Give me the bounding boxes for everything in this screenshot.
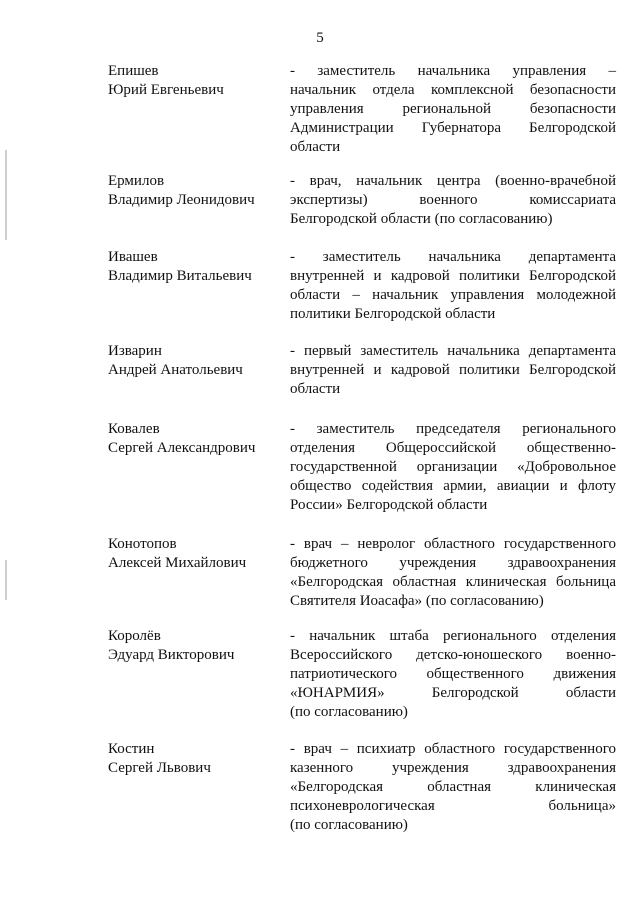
role-line: политики Белгородской области (290, 306, 496, 322)
member-role (290, 342, 616, 399)
page-number: 5 (316, 30, 324, 46)
role-line: бюджетного учреждения здравоохранения (290, 555, 616, 571)
member-given-name: Владимир Витальевич (108, 268, 252, 284)
role-line: - врач – невролог областного государственного (290, 536, 616, 552)
scan-edge-mark (5, 150, 7, 240)
role-line: Администрации Губернатора Белгородской (290, 120, 616, 136)
role-line: области (290, 139, 341, 155)
role-line: Белгородской области (по согласованию) (290, 211, 553, 227)
role-line: - начальник штаба регионального отделения (290, 628, 616, 644)
role-line: управления региональной безопасности (290, 101, 616, 117)
member-role (290, 627, 616, 722)
role-line: психоневрологическая больница» (290, 798, 616, 814)
member-given-name: Юрий Евгеньевич (108, 82, 224, 98)
member-name (108, 740, 283, 778)
member-given-name: Владимир Леонидович (108, 192, 255, 208)
member-surname: Костин (108, 741, 155, 757)
member-surname: Ивашев (108, 249, 158, 265)
role-line: казенного учреждения здравоохранения (290, 760, 616, 776)
role-line: патриотического общественного движения (290, 666, 616, 682)
role-line: - врач – психиатр областного государственного (290, 741, 616, 757)
member-given-name: Алексей Михайлович (108, 555, 247, 571)
member-name (108, 172, 283, 210)
role-line: «Белгородская областная клиническая больница (290, 574, 616, 590)
member-role (290, 740, 616, 835)
role-line: - заместитель начальника департамента (290, 249, 616, 265)
role-line: «ЮНАРМИЯ» Белгородской области (290, 685, 616, 701)
role-line: отделения Общероссийской общественно- (290, 440, 616, 456)
role-line: «Белгородская областная клиническая (290, 779, 616, 795)
role-line: государственной организации «Добровольное (290, 459, 616, 475)
role-line: (по согласованию) (290, 817, 408, 833)
role-line: начальник отдела комплексной безопасности (290, 82, 616, 98)
member-given-name: Сергей Александрович (108, 440, 256, 456)
member-role (290, 535, 616, 611)
role-line: внутренней и кадровой политики Белгородской (290, 268, 616, 284)
role-line: Всероссийского детско-юношеского военно- (290, 647, 616, 663)
member-surname: Королёв (108, 628, 161, 644)
scan-edge-mark (5, 560, 7, 600)
role-line: области (290, 381, 341, 397)
role-line: экспертизы) военного комиссариата (290, 192, 616, 208)
member-surname: Ермилов (108, 173, 165, 189)
role-line: - первый заместитель начальника департамента (290, 343, 616, 359)
role-line: России» Белгородской области (290, 497, 488, 513)
role-line: внутренней и кадровой политики Белгородской (290, 362, 616, 378)
member-role (290, 420, 616, 515)
member-surname: Конотопов (108, 536, 177, 552)
role-line: общество содействия армии, авиации и флоту (290, 478, 616, 494)
member-role (290, 172, 616, 229)
member-given-name: Андрей Анатольевич (108, 362, 243, 378)
role-line: - врач, начальник центра (военно-врачебной (290, 173, 616, 189)
role-line: Святителя Иоасафа» (по согласованию) (290, 593, 544, 609)
member-name (108, 420, 283, 458)
member-name (108, 627, 283, 665)
member-surname: Епишев (108, 63, 159, 79)
role-line: области – начальник управления молодежной (290, 287, 616, 303)
role-line: - заместитель начальника управления – (290, 63, 616, 79)
member-given-name: Эдуард Викторович (108, 647, 235, 663)
member-surname: Ковалев (108, 421, 160, 437)
member-name (108, 535, 283, 573)
role-line: - заместитель председателя регионального (290, 421, 616, 437)
member-given-name: Сергей Львович (108, 760, 211, 776)
member-name (108, 248, 283, 286)
role-line: (по согласованию) (290, 704, 408, 720)
member-name (108, 342, 283, 380)
member-role (290, 248, 616, 324)
member-surname: Изварин (108, 343, 162, 359)
member-name (108, 62, 283, 100)
member-role (290, 62, 616, 157)
